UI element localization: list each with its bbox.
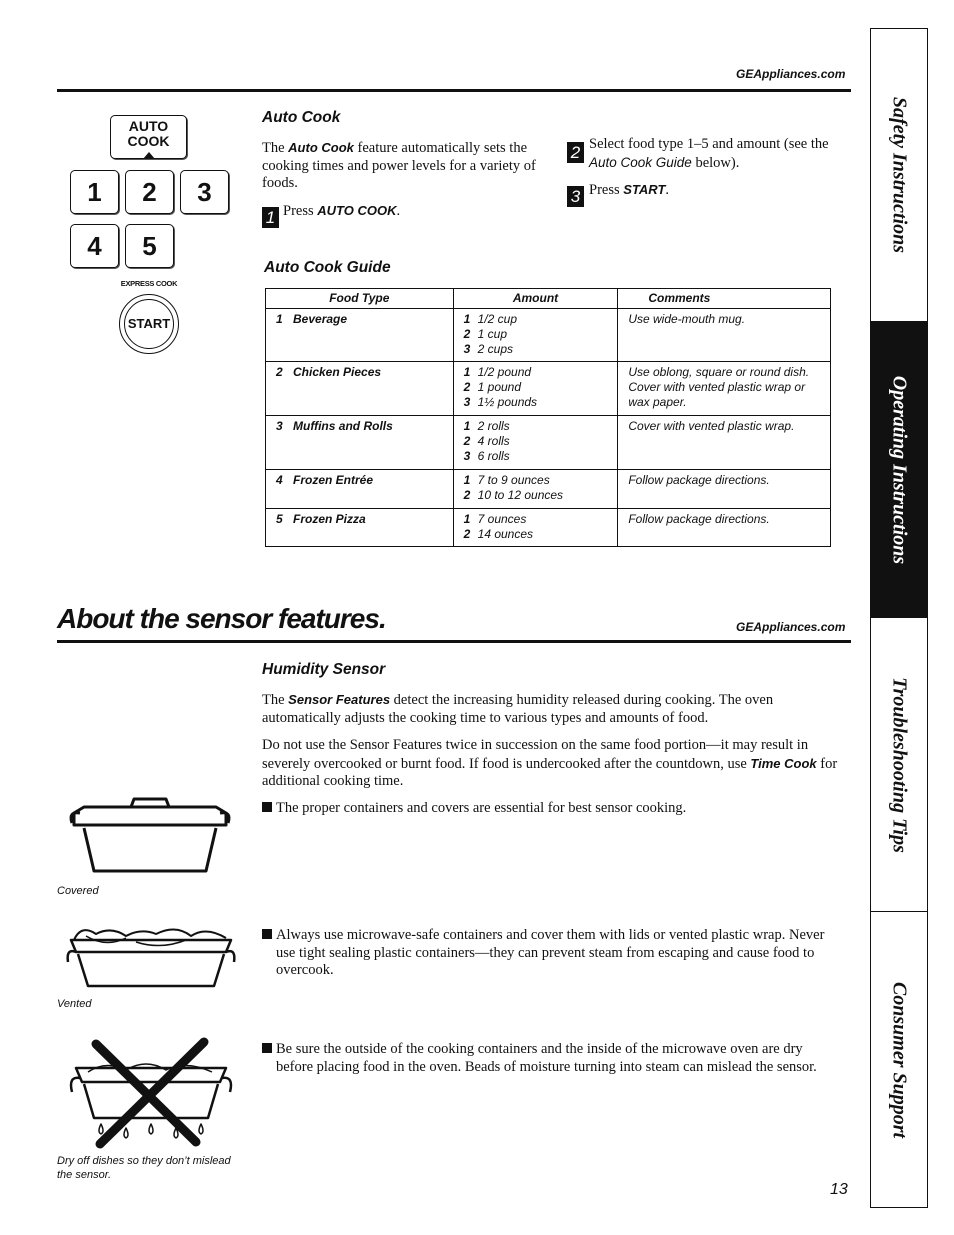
humidity-sensor-title: Humidity Sensor xyxy=(262,661,386,678)
amount-value: 1/2 pound xyxy=(477,365,532,379)
amount-value: 1 cup xyxy=(477,327,508,341)
p2-bold: Time Cook xyxy=(750,755,817,771)
auto-cook-title: Auto Cook xyxy=(262,109,341,126)
step-3 xyxy=(589,181,669,200)
key-5: 5 xyxy=(125,224,174,268)
food-type: Beverage xyxy=(293,312,348,326)
step-1 xyxy=(262,202,552,228)
section-rule xyxy=(57,640,851,643)
header-food-type: Food Type xyxy=(266,289,454,309)
key-2: 2 xyxy=(125,170,174,214)
page-number: 13 xyxy=(830,1181,848,1198)
auto-key-line2: COOK xyxy=(127,133,170,149)
comment-cell: Use oblong, square or round dish. Cover with vented plastic wrap or wax paper. xyxy=(618,362,831,416)
step-text: . xyxy=(665,182,670,198)
step-number: 1 xyxy=(262,207,279,228)
intro-pre: The xyxy=(262,140,289,156)
bullet-square-icon xyxy=(262,1043,272,1053)
tab-operating-instructions[interactable] xyxy=(871,322,927,618)
food-number: 4 xyxy=(276,473,283,487)
table-row xyxy=(266,309,831,362)
sensor-paragraph-1 xyxy=(262,691,837,727)
bullet-text: Always use microwave-safe containers and cover them with lids or vented plastic wrap. Never use tight sealing plastic containers—they can prevent steam from escaping and cause food to overcook. xyxy=(276,927,825,978)
key-4: 4 xyxy=(70,224,119,268)
amount-number: 3 xyxy=(463,449,471,463)
step-text: below). xyxy=(691,154,740,171)
amount-cell xyxy=(453,309,618,362)
bullet-text: Be sure the outside of the cooking containers and the inside of the microwave oven are dry before placing food in the oven. Beads of moisture turning into steam can mislead the sensor. xyxy=(276,1041,817,1075)
step-2 xyxy=(589,136,829,172)
amount-value: 4 rolls xyxy=(477,434,510,448)
tab-label: Safety Instructions xyxy=(888,96,911,254)
amount-number: 1 xyxy=(463,419,471,433)
step-text: Select food type 1–5 and amount (see the xyxy=(589,136,829,152)
food-type: Frozen Pizza xyxy=(293,512,366,526)
amount-cell xyxy=(453,470,618,509)
amount-number: 2 xyxy=(463,380,471,394)
amount-number: 2 xyxy=(463,488,471,502)
step-italic: Auto Cook Guide xyxy=(589,154,692,170)
caption-covered: Covered xyxy=(57,885,99,897)
p1-bold: Sensor Features xyxy=(288,692,391,707)
intro-post: feature automatically sets the cooking times and power levels for a variety of foods. xyxy=(262,140,536,191)
key-3: 3 xyxy=(180,170,229,214)
auto-cook-key xyxy=(110,115,187,159)
key-1: 1 xyxy=(70,170,119,214)
step-3-number-box xyxy=(567,186,584,207)
food-number: 5 xyxy=(276,512,283,526)
bullet-dry xyxy=(262,1041,842,1076)
amount-number: 1 xyxy=(463,512,471,526)
amount-number: 1 xyxy=(463,473,471,487)
bullet-containers xyxy=(262,800,842,818)
tab-consumer-support[interactable] xyxy=(871,913,927,1207)
header-comments: Comments xyxy=(618,289,831,309)
table-row xyxy=(266,362,831,416)
auto-key-line1: AUTO xyxy=(128,118,169,134)
food-number: 1 xyxy=(276,312,283,326)
p2-post: for additional cooking time. xyxy=(262,755,838,789)
amount-number: 3 xyxy=(463,342,471,356)
food-type: Chicken Pieces xyxy=(293,365,382,379)
wet-dish-icon xyxy=(66,1036,236,1151)
amount-value: 2 rolls xyxy=(477,419,510,433)
tab-label: Troubleshooting Tips xyxy=(888,677,911,853)
bullet-covers xyxy=(262,927,842,980)
p1-pre: The xyxy=(262,692,289,708)
step-bold: AUTO COOK xyxy=(317,203,397,218)
comment-cell: Follow package directions. xyxy=(618,470,831,509)
amount-number: 1 xyxy=(463,312,471,326)
p2-pre: Do not use the Sensor Features twice in succession on the same food portion—it may result in severely overcooked or burnt food. If food is undercooked after the countdown, use xyxy=(262,737,809,772)
vented-dish-icon xyxy=(66,922,236,992)
amount-cell xyxy=(453,416,618,470)
table-row xyxy=(266,509,831,547)
bullet-square-icon xyxy=(262,802,272,812)
express-cook-label: EXPRESS COOK xyxy=(120,279,178,288)
step-number: 3 xyxy=(567,186,584,207)
tab-label: Consumer Support xyxy=(888,981,911,1139)
table-header-row xyxy=(266,289,831,309)
step-text: . xyxy=(396,203,401,219)
auto-cook-intro xyxy=(262,139,552,193)
step-2-number-box xyxy=(567,142,584,163)
tab-troubleshooting-tips[interactable] xyxy=(871,619,927,912)
amount-value: 7 to 9 ounces xyxy=(477,473,550,487)
comment-cell: Follow package directions. xyxy=(618,509,831,547)
tab-label: Operating Instructions xyxy=(888,375,911,565)
tab-safety-instructions[interactable] xyxy=(871,29,927,322)
amount-value: 14 ounces xyxy=(477,527,534,541)
comment-cell: Cover with vented plastic wrap. xyxy=(618,416,831,470)
table-row xyxy=(266,416,831,470)
food-number: 2 xyxy=(276,365,283,379)
amount-value: 10 to 12 ounces xyxy=(477,488,564,502)
step-text: Press xyxy=(589,182,624,198)
amount-number: 2 xyxy=(463,434,471,448)
bullet-square-icon xyxy=(262,929,272,939)
intro-bold: Auto Cook xyxy=(288,140,354,155)
section-heading: About the sensor features. xyxy=(57,603,386,634)
caption-dry: Dry off dishes so they don’t mislead the sensor. xyxy=(57,1155,231,1181)
amount-value: 1½ pounds xyxy=(477,395,538,409)
covered-dish-icon xyxy=(66,795,236,880)
bullet-text: The proper containers and covers are essential for best sensor cooking. xyxy=(276,800,687,816)
sidebar xyxy=(870,28,928,1208)
amount-value: 2 cups xyxy=(477,342,514,356)
amount-number: 2 xyxy=(463,527,471,541)
food-type: Muffins and Rolls xyxy=(293,419,393,433)
amount-value: 1/2 cup xyxy=(477,312,518,326)
site-url-2: GEAppliances.com xyxy=(736,620,846,634)
step-number: 2 xyxy=(567,142,584,163)
p1-post: detect the increasing humidity released during cooking. The oven automatically adjusts the cooking time to various types and amounts of food. xyxy=(262,692,774,726)
step-bold: START xyxy=(623,182,666,197)
amount-number: 3 xyxy=(463,395,471,409)
sensor-paragraph-2 xyxy=(262,737,842,791)
amount-value: 7 ounces xyxy=(477,512,527,526)
amount-cell xyxy=(453,362,618,416)
start-key: START xyxy=(124,299,174,349)
header-rule xyxy=(57,89,851,92)
food-type: Frozen Entrée xyxy=(293,473,374,487)
food-number: 3 xyxy=(276,419,283,433)
amount-cell xyxy=(453,509,618,547)
table-row xyxy=(266,470,831,509)
comment-cell: Use wide-mouth mug. xyxy=(618,309,831,362)
header-amount: Amount xyxy=(453,289,618,309)
amount-number: 2 xyxy=(463,327,471,341)
site-url: GEAppliances.com xyxy=(736,67,846,81)
caption-vented: Vented xyxy=(57,998,92,1010)
guide-title: Auto Cook Guide xyxy=(264,259,391,276)
start-key-ring xyxy=(119,294,179,354)
amount-value: 6 rolls xyxy=(477,449,510,463)
amount-value: 1 pound xyxy=(477,380,522,394)
triangle-icon xyxy=(143,152,155,159)
amount-number: 1 xyxy=(463,365,471,379)
auto-cook-guide-table xyxy=(265,288,831,547)
step-text: Press xyxy=(283,203,318,219)
